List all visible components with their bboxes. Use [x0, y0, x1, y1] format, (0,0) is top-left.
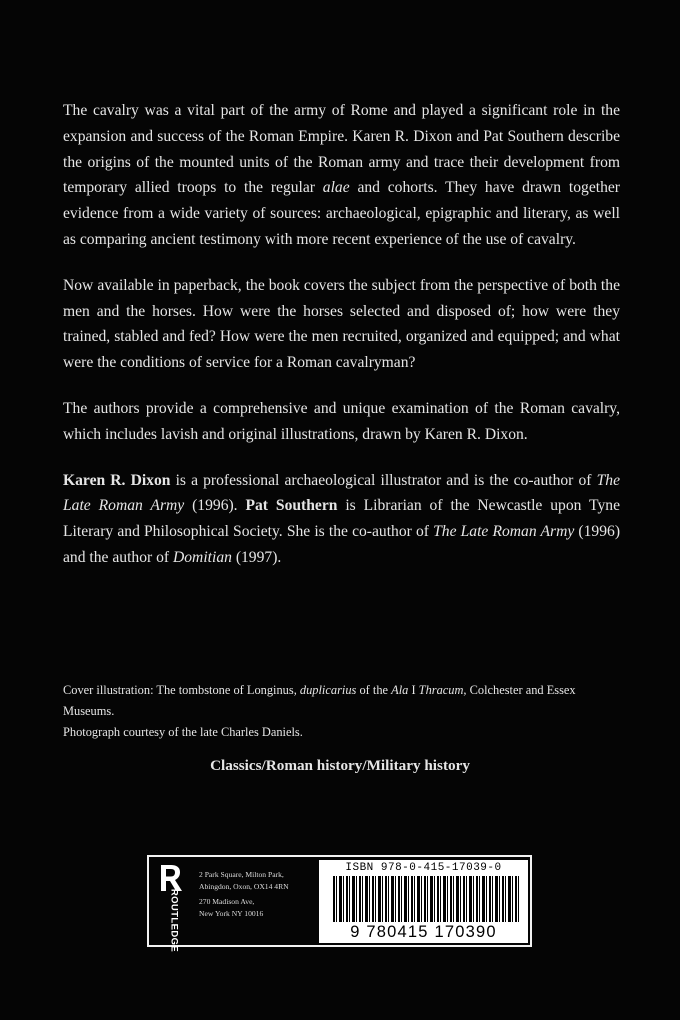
- blurb-paragraph-1: [63, 98, 620, 253]
- author-bio: [63, 468, 620, 571]
- blurb-text: and cohorts. They have drawn together evidence from a wide variety of sources: archaeological, epigraphic and literary, as well as comparing ancient testimony with more recent experience of the use of cavalry.: [63, 179, 620, 248]
- book-title: Domitian: [173, 548, 232, 566]
- blurb-italic-term: alae: [322, 179, 350, 197]
- credit-text: of the: [356, 683, 392, 697]
- address-line: 2 Park Square, Milton Park,: [199, 870, 284, 879]
- isbn-barcode: [319, 860, 528, 943]
- cover-credit-line-2: Photograph courtesy of the late Charles Daniels.: [63, 725, 303, 739]
- publisher-name: ROUTLEDGE: [168, 888, 180, 953]
- publisher-barcode-panel: [147, 855, 532, 953]
- bio-text: (1997).: [231, 548, 282, 566]
- address-line: 270 Madison Ave,: [199, 897, 255, 907]
- cover-credit-line-1: [63, 680, 623, 722]
- blurb: [63, 98, 620, 591]
- blurb-text: The cavalry was a vital part of the army of Rome and played a significant role in the expansion and success of the Roman Empire. Karen R. Dixon and Pat Southern describe the origins of the mounted units of the Roman army and trace their development from temporary allied troops to the regular: [63, 102, 620, 197]
- bio-text: is a professional archaeological illustrator and is the co-author of: [170, 471, 597, 489]
- blurb-paragraph-2: Now available in paperback, the book covers the subject from the perspective of both the men and the horses. How were the horses selected and disposed of; how were they trained, stabled and fed? How were the men recruited, organized and equipped; and what were the conditions of service for a Roman cavalryman?: [63, 276, 620, 372]
- credit-italic: Thracum: [418, 683, 464, 697]
- bio-text: (1996).: [184, 497, 246, 515]
- credit-italic: Ala: [391, 683, 409, 697]
- address-line: New York NY 10016: [199, 908, 264, 918]
- cover-credit: [63, 680, 623, 743]
- credit-italic: duplicarius: [299, 683, 357, 697]
- subject-category: Classics/Roman history/Military history: [210, 757, 470, 774]
- author-name: Karen R. Dixon: [63, 471, 171, 489]
- publisher-logo: [149, 857, 192, 953]
- blurb-paragraph-3: The authors provide a comprehensive and unique examination of the Roman cavalry, which includes lavish and original illustrations, drawn by Karen R. Dixon.: [63, 399, 620, 443]
- credit-text: Cover illustration: The tombstone of Longinus,: [63, 683, 300, 697]
- book-title: The Late Roman Army: [433, 523, 575, 541]
- book-title: The Late Roman Army: [63, 471, 620, 515]
- bio-text: is Librarian of the Newcastle upon Tyne Literary and Philosophical Society. She is the co-author of: [63, 497, 620, 541]
- isbn-label: ISBN 978-0-415-17039-0: [345, 862, 502, 874]
- publisher-address: [199, 869, 329, 919]
- credit-text: , Colchester and Essex Museums.: [63, 683, 576, 718]
- bio-text: (1996) and the author of: [63, 523, 621, 566]
- address-line: Abingdon, Oxon, OX14 4RN: [199, 881, 289, 891]
- author-name: Pat Southern: [245, 497, 338, 515]
- barcode-digits: 9 780415 170390: [319, 922, 528, 942]
- credit-text: I: [408, 683, 419, 697]
